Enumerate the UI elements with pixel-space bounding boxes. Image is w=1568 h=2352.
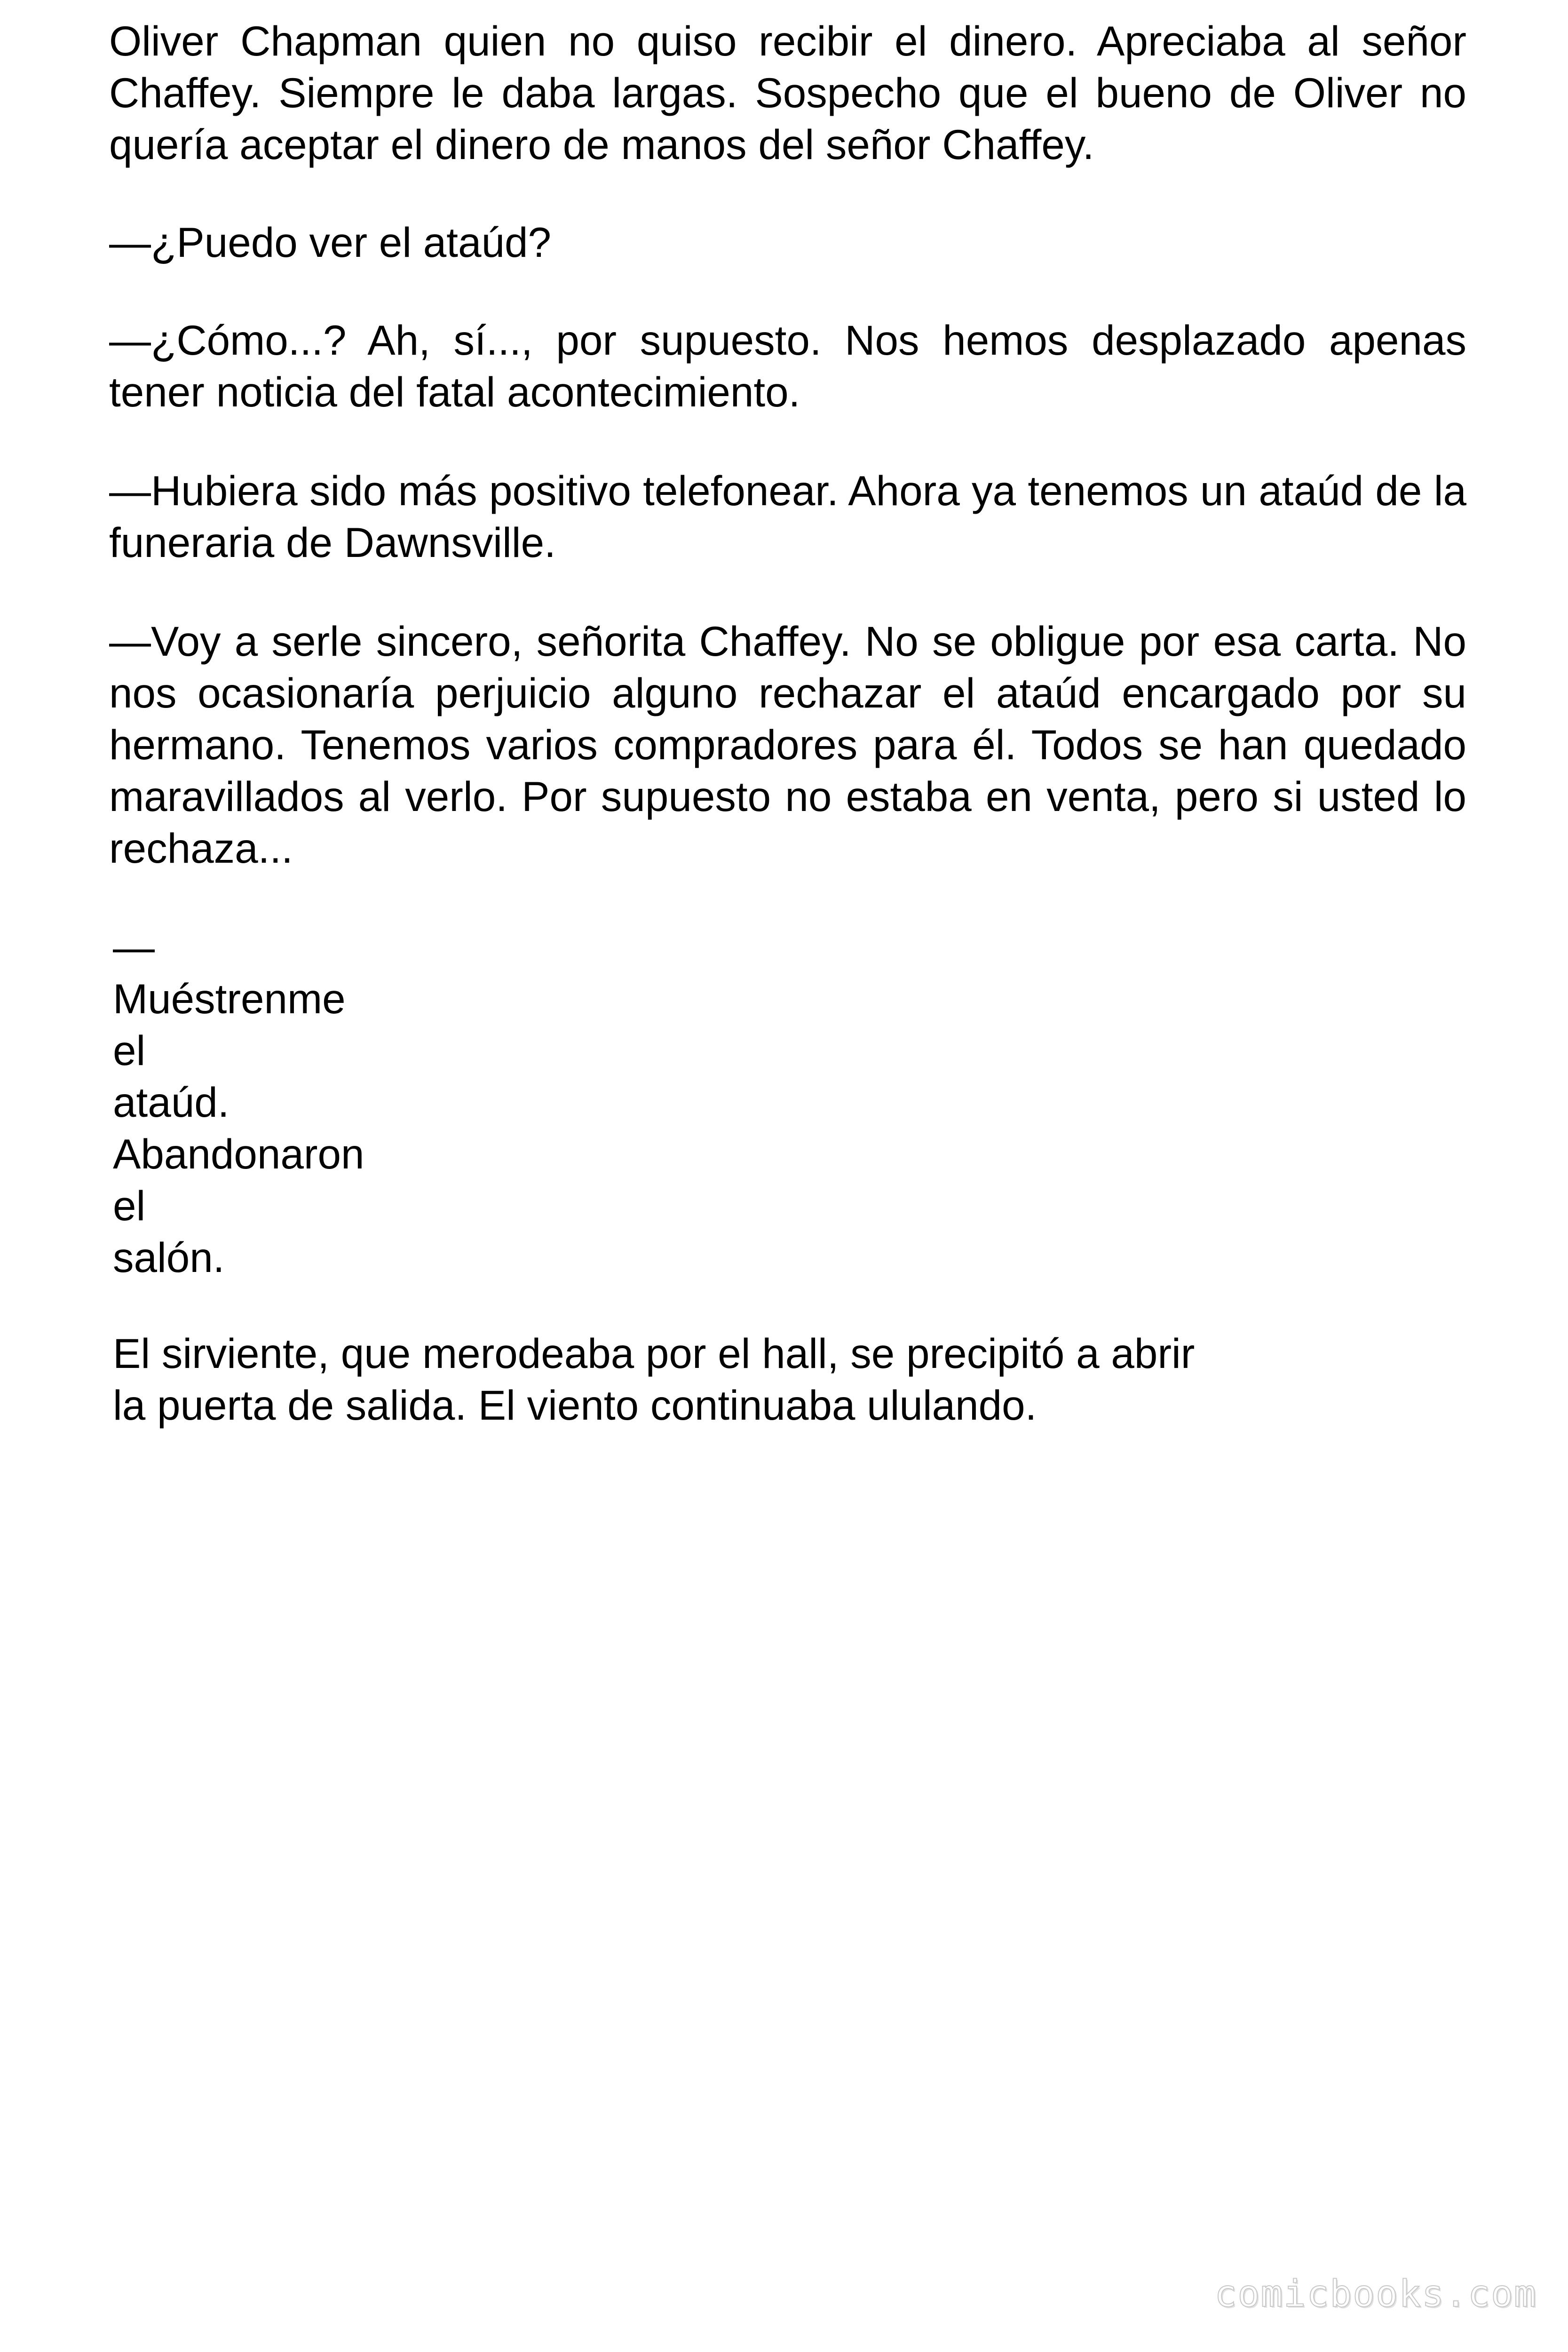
paragraph-el-sirviente	[113, 1327, 1430, 1431]
final-line: El sirviente, que merodeaba por el hall, se precipitó a abrir	[113, 1330, 1195, 1377]
broken-line: —	[113, 923, 155, 970]
broken-line: el	[113, 1182, 146, 1229]
watermark-logo: comicbooks.com	[1214, 2273, 1537, 2315]
broken-line: Abandonaron	[113, 1130, 364, 1177]
broken-line: salón.	[113, 1234, 225, 1281]
paragraph-hubiera-sido: —Hubiera sido más positivo telefonear. Ahora ya tenemos un ataúd de la funeraria de Dawnsville.	[109, 467, 1466, 566]
paragraph-como-por-supuesto: —¿Cómo...? Ah, sí..., por supuesto. Nos hemos desplazado apenas tener noticia del fatal acontecimiento.	[109, 317, 1466, 415]
paragraph-puedo-ver-ataud: —¿Puedo ver el ataúd?	[109, 219, 552, 266]
final-line: la puerta de salida. El viento continuaba ululando.	[113, 1382, 1037, 1429]
paragraph-muestrenme-el-ataud	[113, 921, 677, 1283]
broken-line: ataúd.	[113, 1079, 230, 1126]
paragraph-oliver-chapman: Oliver Chapman quien no quiso recibir el dinero. Apreciaba al señor Chaffey. Siempre le daba largas. Sospecho que el bueno de Oliver no quería aceptar el dinero de manos del señor Chaffey.	[109, 17, 1466, 168]
broken-line: el	[113, 1027, 146, 1074]
paragraph-voy-a-serle-sincero: —Voy a serle sincero, señorita Chaffey. No se obligue por esa carta. No nos ocasionaría perjuicio alguno rechazar el ataúd encargado por su hermano. Tenemos varios compradores para él. Todos se han quedado maravillados al verlo. Por supuesto no estaba en venta, pero si usted lo rechaza...	[109, 618, 1466, 872]
broken-line: Muéstrenme	[113, 975, 346, 1022]
